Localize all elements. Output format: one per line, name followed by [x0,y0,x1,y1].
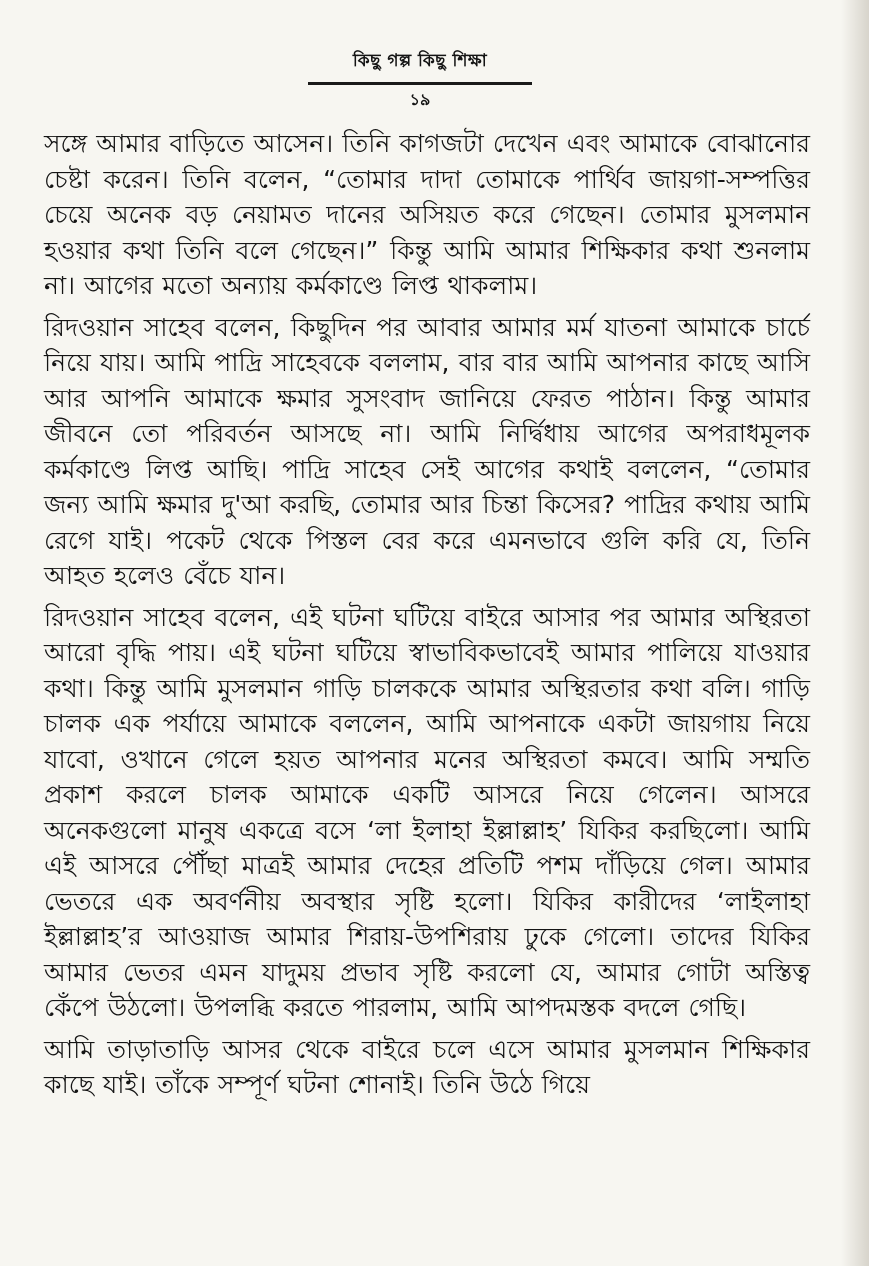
running-title: কিছু গল্প কিছু শিক্ষা [352,51,488,71]
paragraph: রিদওয়ান সাহেব বলেন, এই ঘটনা ঘটিয়ে বাইরে আসার পর আমার অস্থিরতা আরো বৃদ্ধি পায়। এই ঘটনা ঘটিয়ে স্বাভাবিকভাবেই আমার পালিয়ে যাওয়ার কথা। কিন্তু আমি মুসলমান গাড়ি চালককে আমার অস্থিরতার কথা বলি। গাড়ি চালক এক পর্যায়ে আমাকে বললেন, আমি আপনাকে একটা জায়গায় নিয়ে যাবো, ওখানে গেলে হয়ত আপনার মনের অস্থিরতা কমবে। আমি সম্মতি প্রকাশ করলে চালক আমাকে একটি আসরে নিয়ে গেলেন। আসরে অনেকগুলো মানুষ একত্রে বসে ‘লা ইলাহা ইল্লাল্লাহ’ যিকির করছিলো। আমি এই আসরে পৌঁছা মাত্রই আমার দেহের প্রতিটি পশম দাঁড়িয়ে গেল। আমার ভেতরে এক অবর্ণনীয় অবস্থার সৃষ্টি হলো। যিকির কারীদের ‘লাইলাহা ইল্লাল্লাহ’র আওয়াজ আমার শিরায়-উপশিরায় ঢুকে গেলো। তাদের যিকির আমার ভেতর এমন যাদুময় প্রভাব সৃষ্টি করলো যে, আমার গোটা অস্তিত্ব কেঁপে উঠলো। উপলব্ধি করতে পারলাম, আমি আপদমস্তক বদলে গেছি। [44,602,810,1022]
page-number: ১৯ [409,90,431,109]
paragraph: রিদওয়ান সাহেব বলেন, কিছুদিন পর আবার আমার মর্ম যাতনা আমাকে চার্চে নিয়ে যায়। আমি পাদ্রি সাহেবকে বললাম, বার বার আমি আপনার কাছে আসি আর আপনি আমাকে ক্ষমার সুসংবাদ জানিয়ে ফেরত পাঠান। কিন্তু আমার জীবনে তো পরিবর্তন আসছে না। আমি নির্দ্বিধায় আগের অপরাধমূলক কর্মকাণ্ডে লিপ্ত আছি। পাদ্রি সাহেব সেই আগের কথাই বললেন, “তোমার জন্য আমি ক্ষমার দু'আ করছি, তোমার আর চিন্তা কিসের? পাদ্রির কথায় আমি রেগে যাই। পকেট থেকে পিস্তল বের করে এমনভাবে গুলি করি যে, তিনি আহত হলেও বেঁচে যান। [44,312,810,590]
header-rule [308,82,532,85]
paragraph: আমি তাড়াতাড়ি আসর থেকে বাইরে চলে এসে আমার মুসলমান শিক্ষিকার কাছে যাই। তাঁকে সম্পূর্ণ ঘটনা শোনাই। তিনি উঠে গিয়ে [44,1034,810,1099]
body-text [44,126,810,1109]
paragraph: সঙ্গে আমার বাড়িতে আসেন। তিনি কাগজটা দেখেন এবং আমাকে বোঝানোর চেষ্টা করেন। তিনি বলেন, “তোমার দাদা তোমাকে পার্থিব জায়গা-সম্পত্তির চেয়ে অনেক বড় নেয়ামত দানের অসিয়ত করে গেছেন। তোমার মুসলমান হওয়ার কথা তিনি বলে গেছেন।” কিন্তু আমি আমার শিক্ষিকার কথা শুনলাম না। আগের মতো অন্যায় কর্মকাণ্ডে লিপ্ত থাকলাম। [44,129,810,300]
page-header [300,48,540,114]
